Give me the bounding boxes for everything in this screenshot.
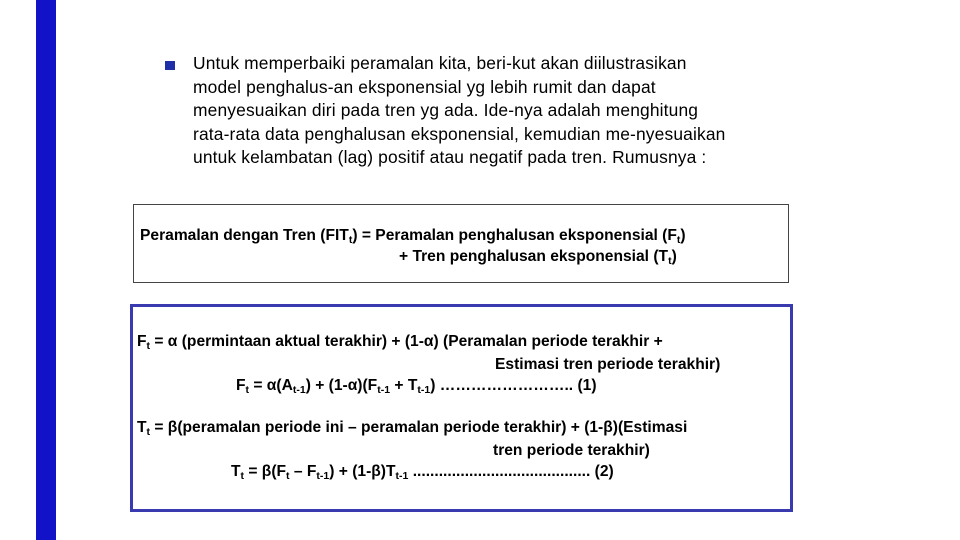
ft-definition: $F_t = \alpha$ (permintaan aktual terakhir) + (1-α) (Peramalan periode terakhir + — [137, 333, 663, 352]
left-accent-bar — [36, 0, 56, 540]
bullet-line: model penghalus-an eksponensial yg lebih rumit dan dapat — [193, 76, 656, 97]
ft-equation: $F_t = \alpha(A_{t-1}) + (1-\alpha)(F_{t-1} + T_{t-1})$ …………………….. (1) — [236, 377, 597, 396]
fit-definition-box — [133, 204, 789, 283]
bullet-line: menyesuaikan diri pada tren yg ada. Ide-nya adalah menghitung — [193, 100, 699, 120]
bullet-text — [193, 52, 813, 170]
bullet-line: Untuk memperbaiki peramalan kita, beri-kut akan diilustrasikan — [193, 53, 687, 73]
tt-definition: $T_t$ = β(peramalan periode ini – peramalan periode terakhir) + (1-β)(Estimasi — [137, 419, 688, 438]
tt-equation: $T_t = \beta(F_t - F_{t-1}) + (1-\beta)T_{t-1}$ ......................................... (2) — [231, 463, 614, 482]
tt-definition-continued: tren periode terakhir) — [493, 442, 650, 459]
ft-definition-continued: Estimasi tren periode terakhir) — [495, 356, 721, 373]
bullet-line: rata-rata data penghalusan eksponensial, kemudian me-nyesuaikan — [193, 123, 726, 144]
fit-definition-line2: + Tren penghalusan eksponensial $(T_t)$ — [399, 248, 677, 267]
formula-box — [130, 304, 793, 512]
fit-definition-line1: Peramalan dengan Tren $(FIT_t)$ = Peramalan penghalusan eksponensial $(F_t)$ — [140, 227, 686, 246]
square-bullet-icon — [165, 61, 175, 70]
bullet-line: untuk kelambatan (lag) positif atau negatif pada tren. Rumusnya : — [193, 147, 707, 167]
